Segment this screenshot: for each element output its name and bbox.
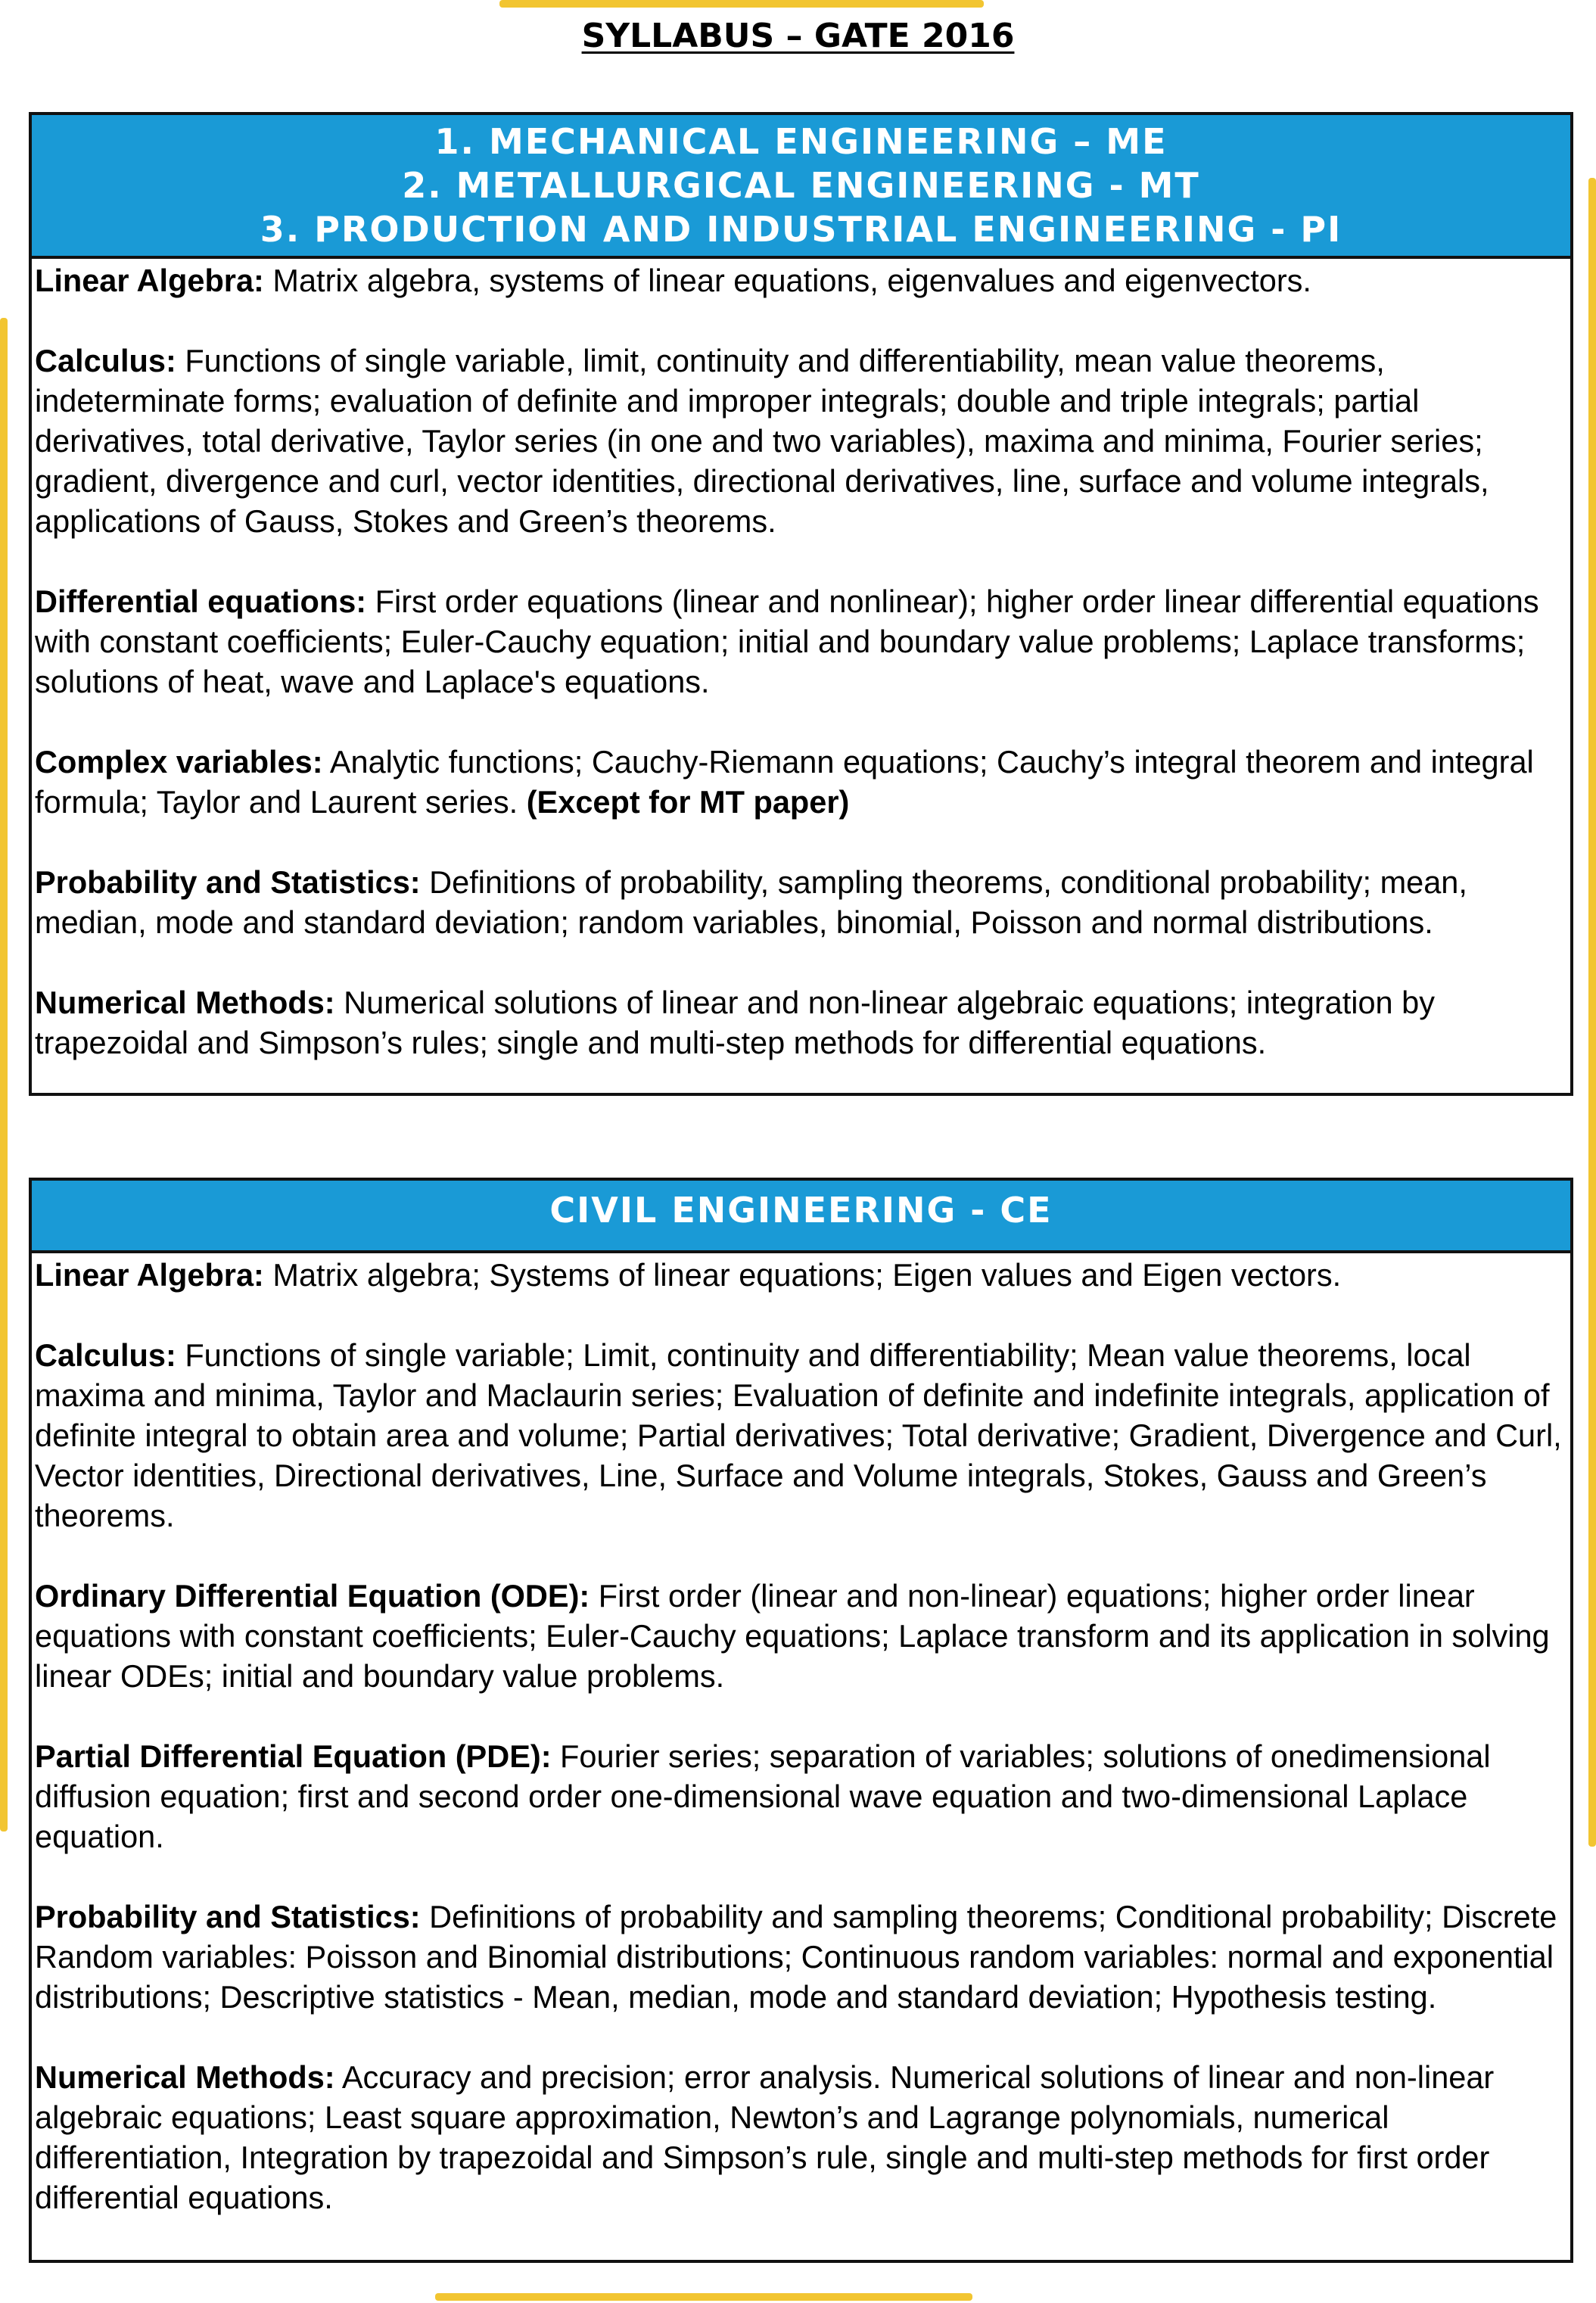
topic-label: Ordinary Differential Equation (ODE): [35,1578,590,1614]
topic-label: Probability and Statistics: [35,1899,421,1934]
topic-ode [35,1576,1564,1696]
topic-text: Analytic functions; Cauchy-Riemann equations; Cauchy’s integral theorem and integral formula; Taylor and Laurent series. [35,744,1534,820]
topic-label: Numerical Methods: [35,2059,335,2095]
topic-calculus [35,1335,1564,1536]
decorative-bar-bottom [435,2293,972,2301]
topic-probability-statistics [35,1897,1564,2017]
topic-label: Numerical Methods: [35,985,335,1020]
section-civil-engineering [29,1178,1573,2263]
section-header-line: 3. PRODUCTION AND INDUSTRIAL ENGINEERING - PI [260,209,1342,250]
decorative-bar-top [499,0,984,8]
topic-text: Numerical solutions of linear and non-linear algebraic equations; integration by trapezoidal and Simpson’s rules; single and multi-step methods for differential equations. [35,985,1435,1060]
topic-label: Calculus: [35,1337,176,1373]
section-header [32,1181,1570,1253]
topic-text: Accuracy and precision; error analysis. Numerical solutions of linear and non-linear algebraic equations; Least square approximation, Newton’s and Lagrange polynomials, numerical differentiation, Integration by trapezoidal and Simpson’s rule, single and multi-step methods for first order differential equations. [35,2059,1495,2215]
topic-linear-algebra [35,260,1564,300]
topic-text: Fourier series; separation of variables; solutions of onedimensional diffusion equation; first and second order one-dimensional wave equation and two-dimensional Laplace equation. [35,1738,1491,1854]
topic-text: Definitions of probability and sampling theorems; Conditional probability; Discrete Random variables: Poisson and Binomial distributions; Continuous random variables: normal and exponential distributions; Descriptive statistics - Mean, median, mode and standard deviation; Hypothesis testing. [35,1899,1557,2015]
topic-text: Definitions of probability, sampling theorems, conditional probability; mean, median, mode and standard deviation; random variables, binomial, Poisson and normal distributions. [35,864,1467,940]
topic-numerical-methods [35,2057,1564,2217]
topic-list [32,1253,1570,2217]
topic-label: Differential equations: [35,584,367,619]
topic-text: Functions of single variable; Limit, continuity and differentiability; Mean value theorems, local maxima and minima, Taylor and Maclaurin series; Evaluation of definite and indefinite integrals, application of definite integral to obtain area and volume; Partial derivatives; Total derivative; Gradient, Divergence and Curl, Vector identities, Directional derivatives, Line, Surface and Volume integrals, Stokes, Gauss and Green’s theorems. [35,1337,1562,1533]
topic-text: First order equations (linear and nonlinear); higher order linear differential equations with constant coefficients; Euler-Cauchy equation; initial and boundary value problems; Laplace transforms; solutions of heat, wave and Laplace's equations. [35,584,1539,699]
section-mechanical-metallurgical-production [29,112,1573,1096]
decorative-bar-left [0,318,8,1832]
topic-list [32,259,1570,1063]
topic-calculus [35,341,1564,541]
topic-probability-statistics [35,862,1564,942]
section-header-line: CIVIL ENGINEERING - CE [549,1190,1053,1231]
topic-label: Partial Differential Equation (PDE): [35,1738,552,1774]
topic-label: Linear Algebra: [35,1257,264,1293]
topic-note: (Except for MT paper) [526,784,850,820]
topic-label: Complex variables: [35,744,323,780]
topic-text: First order (linear and non-linear) equations; higher order linear equations with constant coefficients; Euler-Cauchy equations; Laplace transform and its application in solving linear ODEs; initial and boundary value problems. [35,1578,1550,1694]
topic-text: Matrix algebra; Systems of linear equations; Eigen values and Eigen vectors. [263,1257,1342,1293]
section-header-line: 1. MECHANICAL ENGINEERING – ME [434,121,1168,162]
topic-text: Functions of single variable, limit, continuity and differentiability, mean value theorems, indeterminate forms; evaluation of definite and improper integrals; double and triple integrals; partial derivatives, total derivative, Taylor series (in one and two variables), maxima and minima, Fourier series; gradient, divergence and curl, vector identities, directional derivatives, line, surface and volume integrals, applications of Gauss, Stokes and Green’s theorems. [35,343,1489,539]
topic-differential-equations [35,581,1564,702]
topic-complex-variables [35,742,1564,822]
topic-text: Matrix algebra, systems of linear equations, eigenvalues and eigenvectors. [263,263,1311,298]
topic-numerical-methods [35,982,1564,1063]
topic-label: Calculus: [35,343,176,378]
topic-label: Linear Algebra: [35,263,264,298]
section-header [32,115,1570,259]
topic-linear-algebra [35,1255,1564,1295]
topic-pde [35,1736,1564,1856]
decorative-bar-right [1588,178,1596,1847]
document-title: SYLLABUS – GATE 2016 [581,17,1015,55]
topic-label: Probability and Statistics: [35,864,421,900]
section-header-line: 2. METALLURGICAL ENGINEERING - MT [402,165,1200,206]
